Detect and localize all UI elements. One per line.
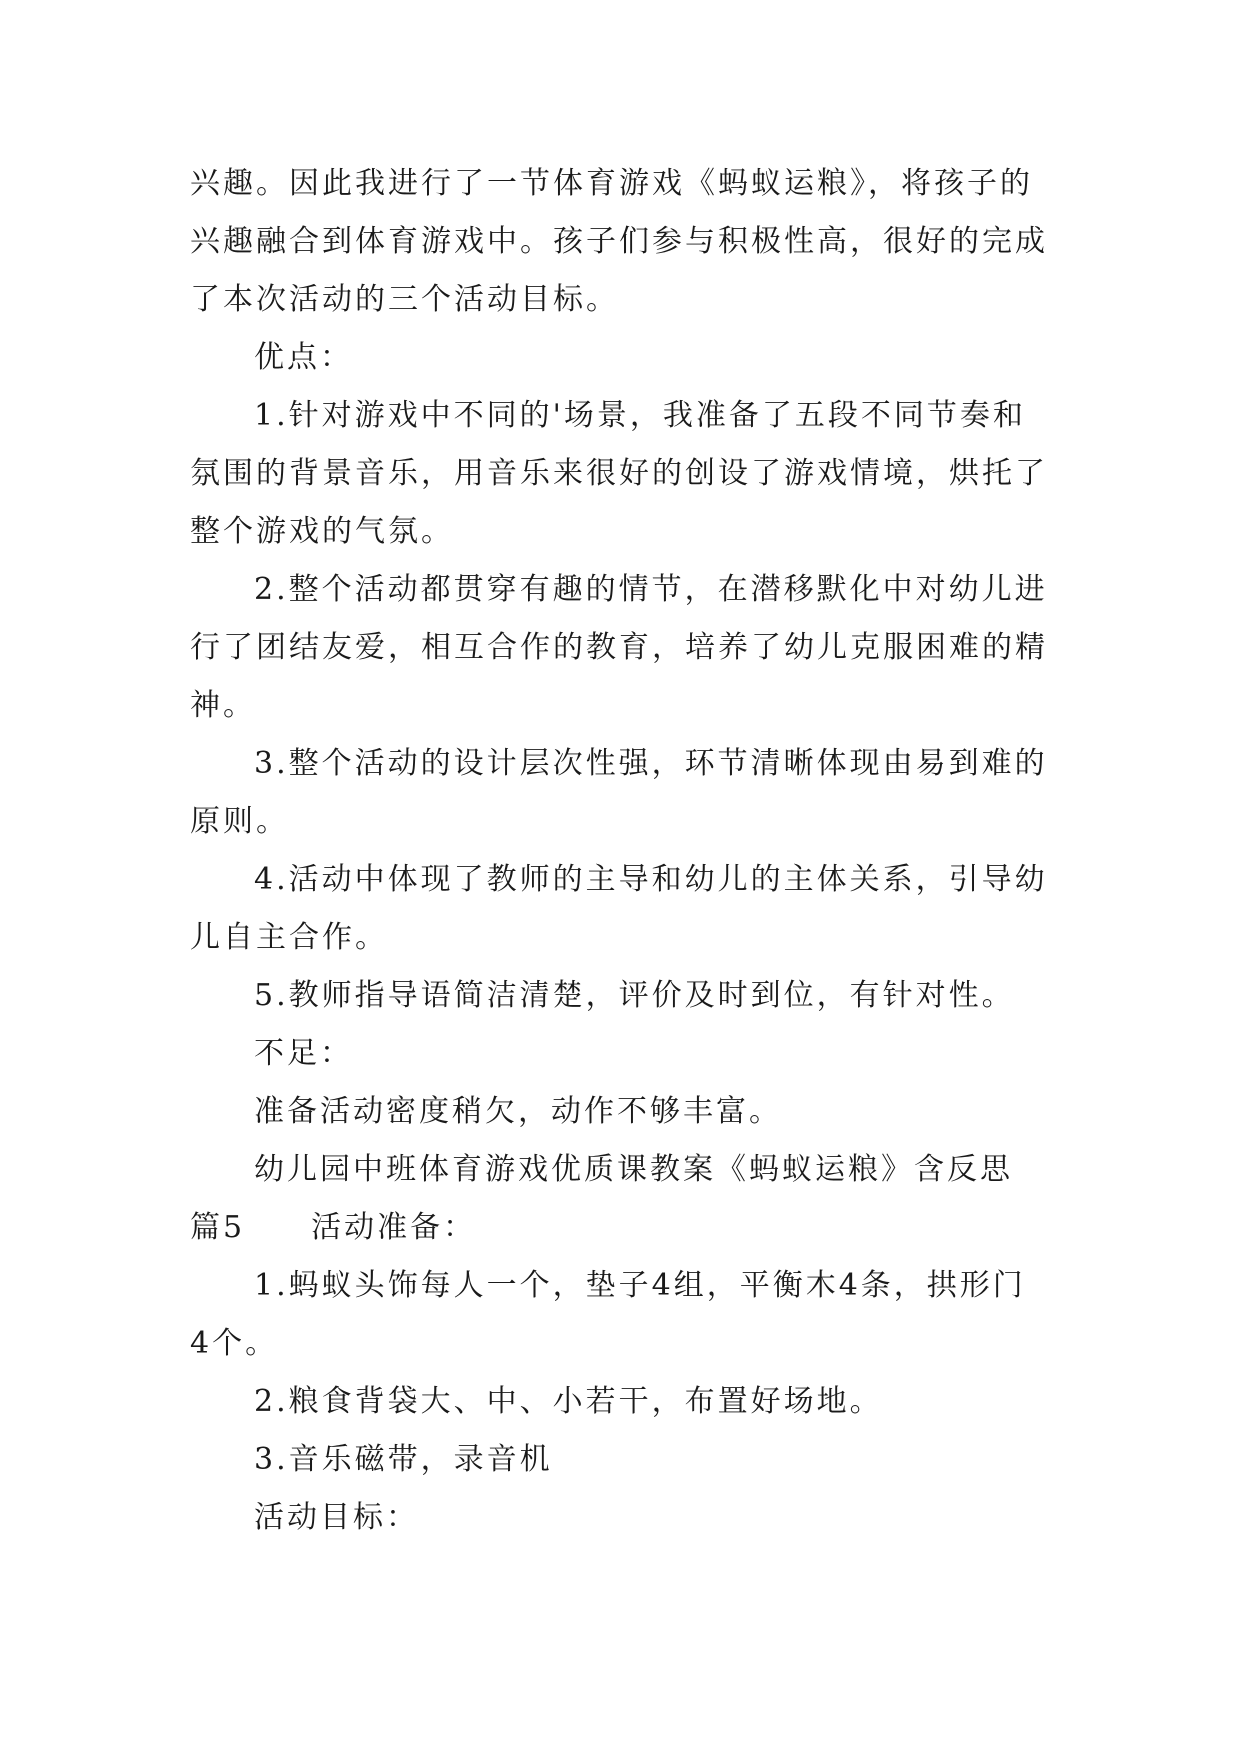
list-item-3: 3.整个活动的设计层次性强，环节清晰体现由易到难的 [254, 746, 1048, 781]
text-line: 了本次活动的三个活动目标。 [190, 282, 619, 317]
list-item-5: 5.教师指导语简洁清楚，评价及时到位，有针对性。 [254, 978, 1015, 1013]
prep-item-1: 1.蚂蚁头饰每人一个，垫子4组，平衡木4条，拱形门 [254, 1268, 1026, 1303]
text-line: 4个。 [190, 1326, 279, 1361]
text-line: 兴趣融合到体育游戏中。孩子们参与积极性高，很好的完成 [190, 224, 1048, 259]
article-title: 幼儿园中班体育游戏优质课教案《蚂蚁运粮》含反思 [254, 1152, 1013, 1187]
text-line: 儿自主合作。 [190, 920, 388, 955]
section-heading-shortcomings: 不足： [254, 1036, 353, 1071]
text-line: 行了团结友爱，相互合作的教育，培养了幼儿克服困难的精 [190, 630, 1048, 665]
text-line: 准备活动密度稍欠，动作不够丰富。 [254, 1094, 782, 1129]
section-heading-preparation: 篇5 活动准备： [190, 1210, 477, 1245]
text-line: 兴趣。因此我进行了一节体育游戏《蚂蚁运粮》，将孩子的 [190, 166, 1033, 201]
section-heading-advantages: 优点： [254, 340, 353, 375]
list-item-2: 2.整个活动都贯穿有趣的情节，在潜移默化中对幼儿进 [254, 572, 1048, 607]
list-item-1: 1.针对游戏中不同的'场景，我准备了五段不同节奏和 [254, 398, 1026, 433]
prep-item-2: 2.粮食背袋大、中、小若干，布置好场地。 [254, 1384, 883, 1419]
document-page [190, 155, 1050, 1547]
text-line: 神。 [190, 688, 256, 723]
text-line: 氛围的背景音乐，用音乐来很好的创设了游戏情境，烘托了 [190, 456, 1048, 491]
list-item-4: 4.活动中体现了教师的主导和幼儿的主体关系，引导幼 [254, 862, 1048, 897]
prep-item-3: 3.音乐磁带，录音机 [254, 1442, 553, 1477]
section-heading-goals: 活动目标： [254, 1500, 419, 1535]
text-line: 原则。 [190, 804, 289, 839]
text-line: 整个游戏的气氛。 [190, 514, 454, 549]
